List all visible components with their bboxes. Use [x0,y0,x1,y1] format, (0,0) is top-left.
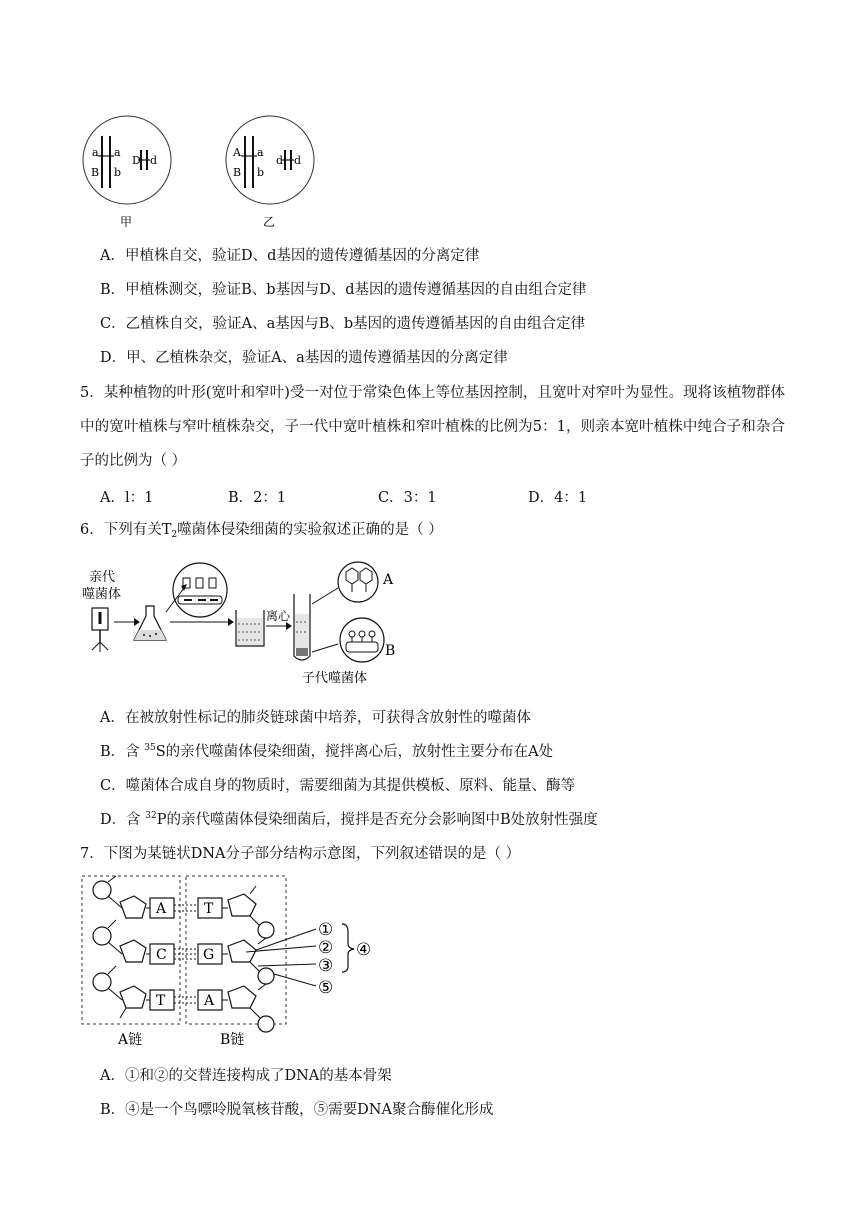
sediment-zoom-icon [340,618,384,662]
q6-option-c: C．噬菌体合成自身的物质时，需要细菌为其提供模板、原料、能量、酶等 [100,778,576,794]
base-a1: A [156,901,167,917]
marker-5: ⑤ [318,978,334,998]
flask-icon [134,606,166,640]
base-a3: T [156,993,166,1009]
cell2-caption: 乙 [263,215,276,229]
q4-option-d: D．甲、乙植株杂交，验证A、a基因的遗传遵循基因的分离定律 [100,350,508,366]
base-b1: T [204,901,214,917]
q5-options [100,486,740,506]
callout-lines [246,929,316,986]
label-b: B [385,643,396,659]
phage-experiment-figure [80,558,410,693]
parent-phage-label-2: 噬菌体 [82,587,122,602]
chromosome-cells-figure [80,108,340,233]
cell2-allele-d-left: d [276,154,284,167]
test-tube-icon [294,594,310,660]
cell1-allele-d-right: d [150,154,158,167]
child-phage-label: 子代噬菌体 [302,671,368,686]
cell1-allele-d-left: D [132,154,141,167]
q6-option-b: B．含 $^{35}$S的亲代噬菌体侵染细菌，搅拌离心后，放射性主要分布在A处 [100,743,554,760]
q7-option-a: A．①和②的交替连接构成了DNA的基本骨架 [100,1068,392,1084]
cell-yi [226,116,314,229]
chain-b-label: B链 [220,1032,245,1048]
q4-option-b: B．甲植株测交，验证B、b基因与D、d基因的遗传遵循基因的自由组合定律 [100,282,587,298]
beaker-icon [236,610,264,646]
marker-3: ③ [318,956,334,976]
parent-phage-label-1: 亲代 [89,570,116,585]
cell2-allele-a-left: A [233,146,241,159]
strand-b [228,886,274,1032]
base-b3: A [204,993,215,1009]
q7-option-b: B．④是一个鸟嘌呤脱氧核苷酸，⑤需要DNA聚合酶催化形成 [100,1102,494,1118]
label-a: A [383,572,394,588]
cell1-allele-b-right: b [114,166,122,179]
bases-a [146,898,174,1010]
phage-icon [92,608,108,652]
dna-structure-figure [80,874,380,1049]
q4-option-a: A．甲植株自交，验证D、d基因的遗传遵循基因的分离定律 [100,248,480,264]
cell1-allele-b-left: B [91,166,100,179]
chain-a-label: A链 [118,1032,143,1048]
q6-option-a: A．在被放射性标记的肺炎链球菌中培养，可获得含放射性的噬菌体 [100,710,531,726]
cell1-allele-a-left: a [92,146,99,159]
q5-option-c: C．3：1 [378,490,437,506]
q5-option-a: A．l：1 [100,490,154,506]
cell-jia [83,116,171,229]
base-a2: C [156,947,167,963]
cell1-allele-a-right: a [114,146,121,159]
infection-zoom-icon [173,563,227,617]
cell2-allele-a-right: a [257,146,264,159]
q6-stem: 6．下列有关$T_2$噬菌体侵染细菌的实验叙述正确的是（ ） [80,522,443,540]
centrifuge-label: 离心 [266,609,291,623]
cell2-allele-b-right: b [257,166,265,179]
q5-option-d: D．4：1 [528,490,588,506]
group-brace [342,924,354,972]
base-b2: G [203,947,215,963]
bases-b [198,898,228,1010]
q5-stem: 5．某种植物的叶形(宽叶和窄叶)受一对位于常染色体上等位基因控制，且宽叶对窄叶为显性。现将该植物群体中的宽叶植株与窄叶植株杂交，子一代中宽叶植株和窄叶植株的比例为5：1，则亲本宽叶植株中纯合子和杂合子的比例为（ ） [80,385,785,469]
cell1-caption: 甲 [120,215,133,229]
supernatant-zoom-icon [338,562,378,602]
marker-2: ② [318,938,334,958]
q6-option-d: D．含 $^{32}$P的亲代噬菌体侵染细菌后，搅拌是否充分会影响图中B处放射性强度 [100,811,598,828]
q7-stem: 7．下图为某链状DNA分子部分结构示意图，下列叙述错误的是（ ） [80,846,521,862]
marker-1: ① [318,920,334,940]
q5-option-b: B．2：1 [228,490,287,506]
cell2-allele-d-right: d [294,154,302,167]
marker-4: ④ [356,940,372,960]
q4-option-c: C．乙植株自交，验证A、a基因与B、b基因的遗传遵循基因的自由组合定律 [100,316,586,332]
strand-a [93,876,148,1018]
cell2-allele-b-left: B [233,166,242,179]
